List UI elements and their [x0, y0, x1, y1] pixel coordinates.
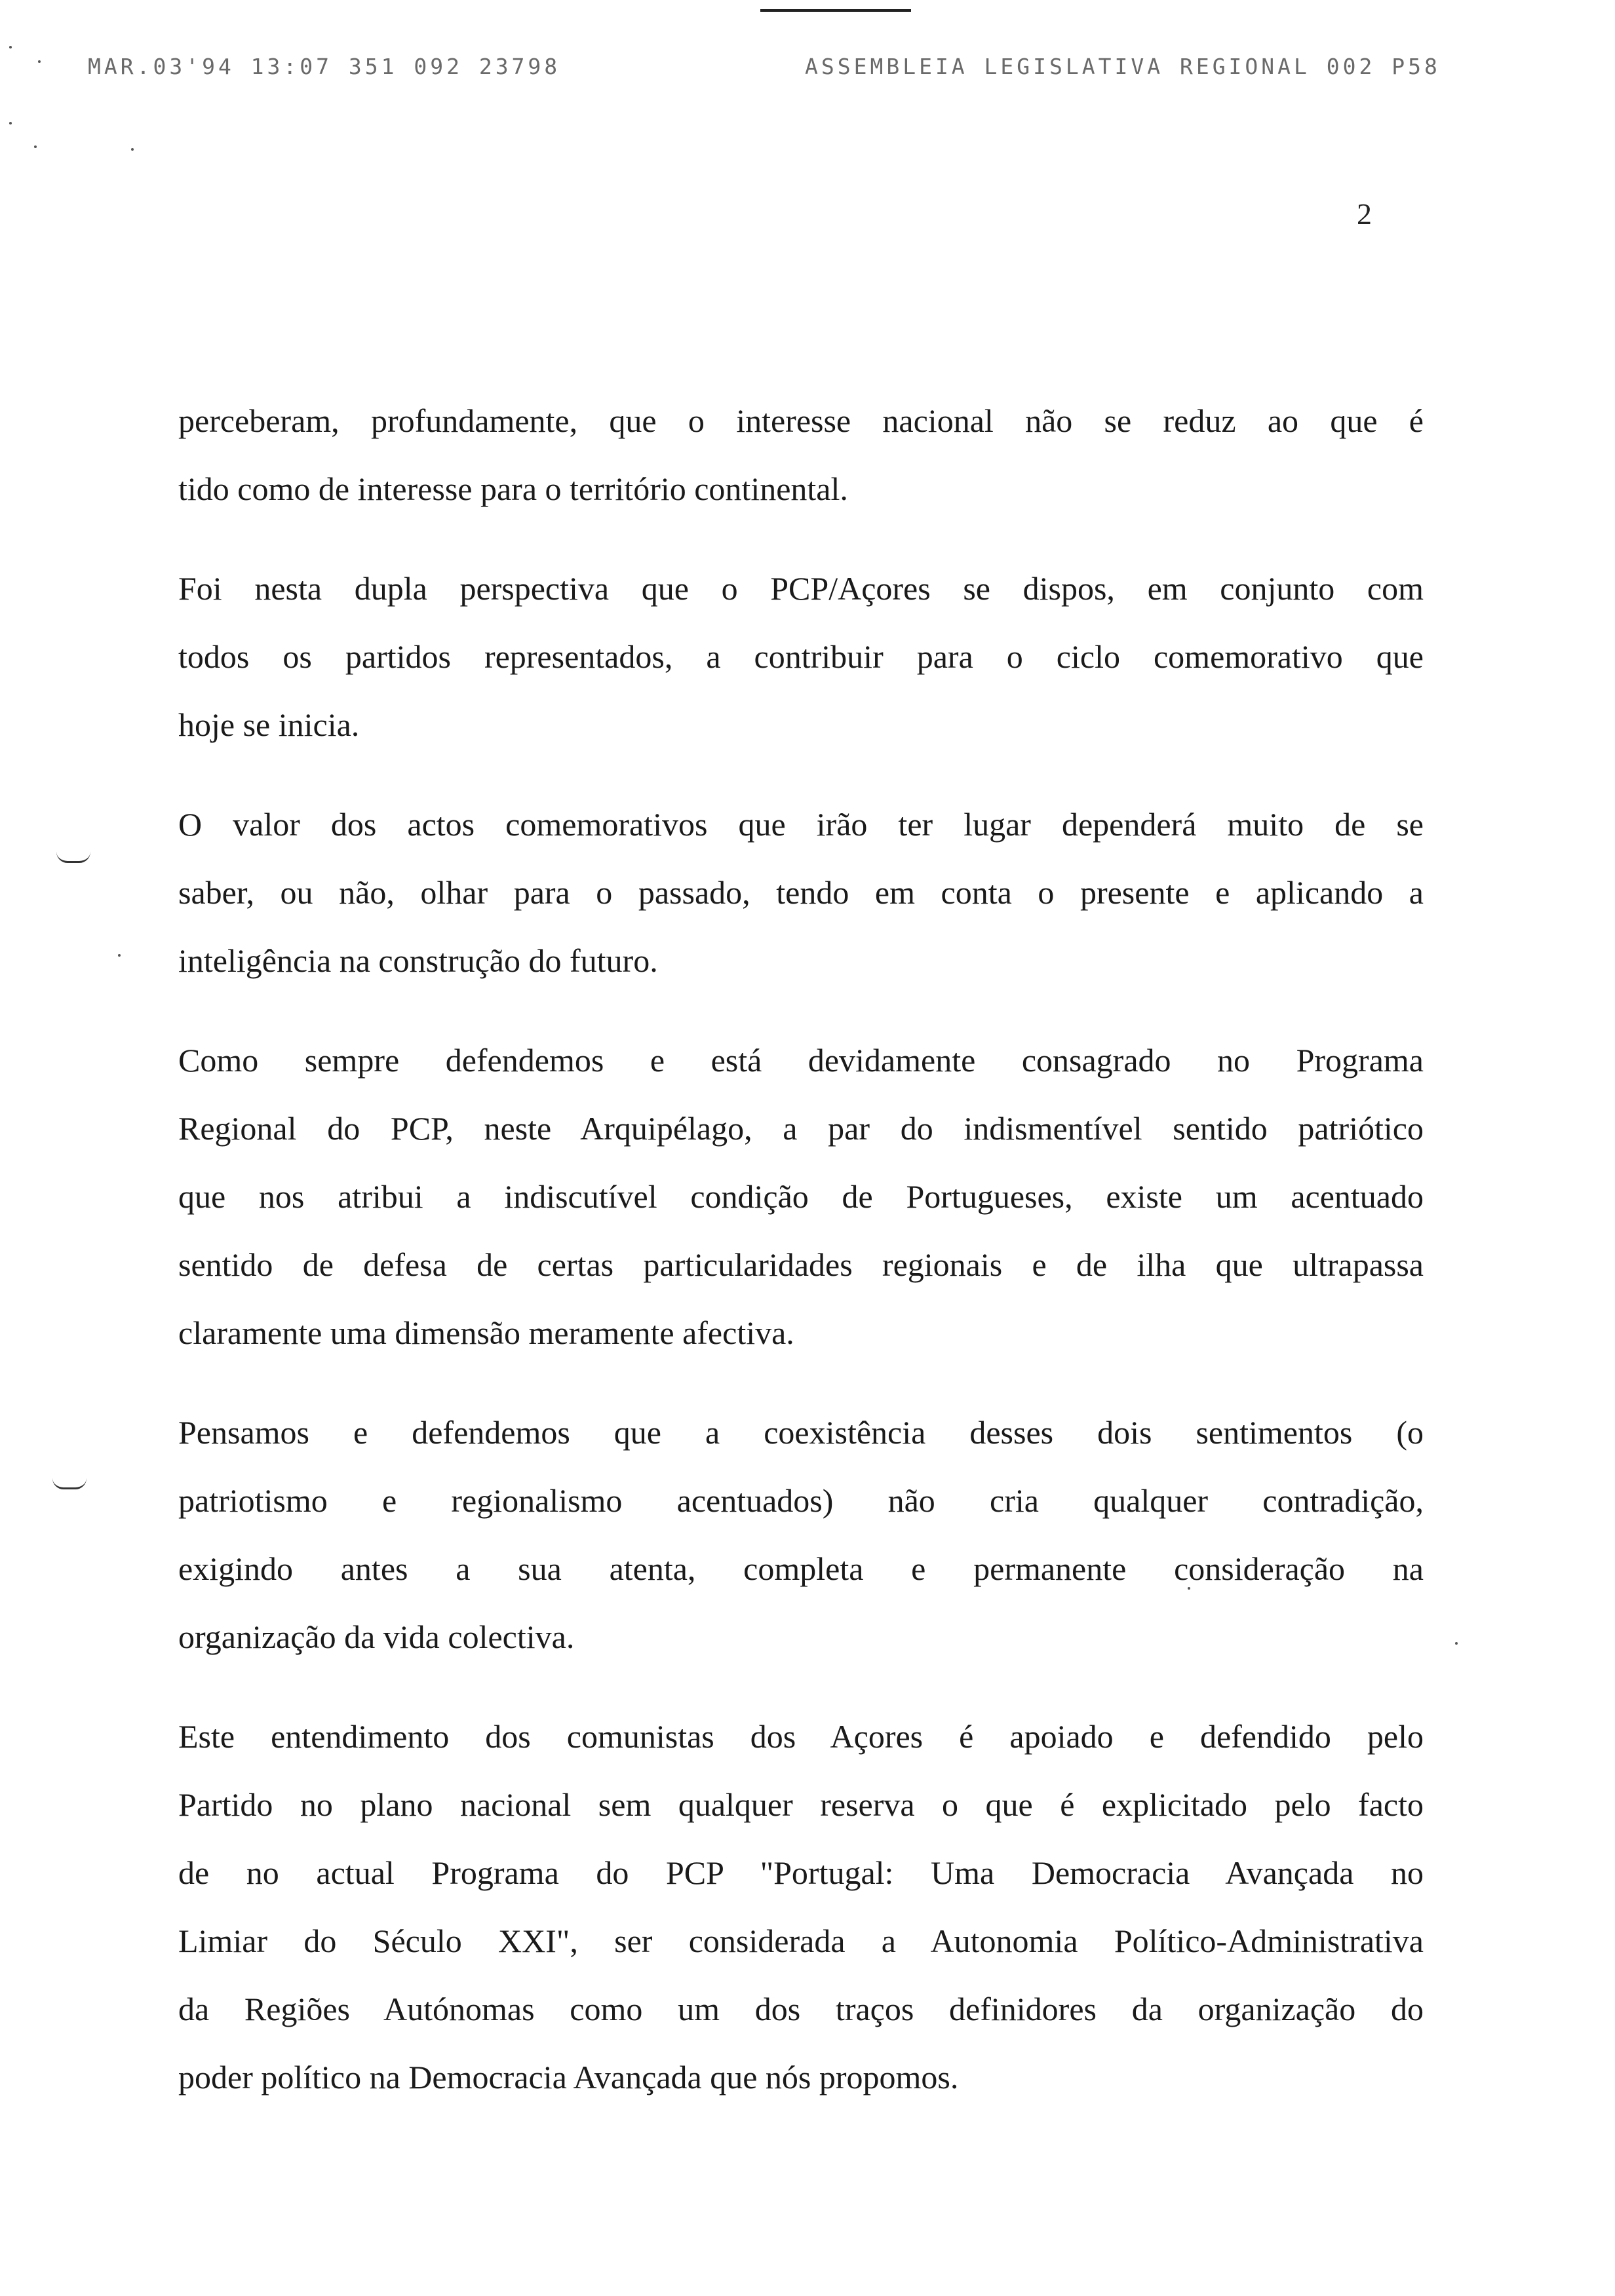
paragraph-2 — [178, 554, 1424, 759]
text-line: sentido de defesa de certas particularidades regionais e de ilha que ultrapassa — [178, 1246, 1424, 1283]
text-line: Foi nesta dupla perspectiva que o PCP/Açores se dispos, em conjunto com — [178, 570, 1424, 607]
text-line: tido como de interesse para o território continental. — [178, 470, 848, 507]
text-line: todos os partidos representados, a contribuir para o ciclo comemorativo que — [178, 638, 1424, 675]
text-line: poder político na Democracia Avançada que nós propomos. — [178, 2059, 959, 2095]
paragraph-4 — [178, 1026, 1424, 1367]
text-line: Limiar do Século XXI", ser considerada a Autonomia Político-Administrativa — [178, 1923, 1424, 1959]
page-number: 2 — [1357, 197, 1372, 231]
text-line: Partido no plano nacional sem qualquer reserva o que é explicitado pelo facto — [178, 1786, 1424, 1823]
text-line: hoje se inicia. — [178, 706, 360, 743]
text-line: saber, ou não, olhar para o passado, tendo em conta o presente e aplicando a — [178, 874, 1424, 911]
text-line: Pensamos e defendemos que a coexistência desses dois sentimentos (o — [178, 1414, 1424, 1451]
text-line: Como sempre defendemos e está devidamente consagrado no Programa — [178, 1042, 1424, 1079]
top-rule — [760, 9, 911, 12]
scan-speck — [1455, 1642, 1458, 1645]
body-text — [178, 387, 1424, 2143]
text-line: Regional do PCP, neste Arquipélago, a par do indismentível sentido patriótico — [178, 1110, 1424, 1147]
paragraph-6 — [178, 1702, 1424, 2111]
text-line: organização da vida colectiva. — [178, 1618, 575, 1655]
paragraph-1 — [178, 387, 1424, 523]
scan-speck — [38, 60, 41, 63]
text-line: de no actual Programa do PCP "Portugal: Uma Democracia Avançada no — [178, 1854, 1424, 1891]
margin-mark — [52, 1478, 87, 1489]
text-line: que nos atribui a indiscutível condição de Portugueses, existe um acentuado — [178, 1178, 1424, 1215]
text-line: Este entendimento dos comunistas dos Açores é apoiado e defendido pelo — [178, 1718, 1424, 1755]
scan-speck — [9, 46, 12, 48]
text-line: claramente uma dimensão meramente afectiva. — [178, 1314, 794, 1351]
scan-speck — [131, 148, 134, 151]
fax-header-left: MAR.03'94 13:07 351 092 23798 — [88, 54, 561, 79]
paragraph-5 — [178, 1398, 1424, 1671]
paragraph-3 — [178, 790, 1424, 995]
margin-mark — [56, 852, 90, 863]
scan-speck — [9, 122, 12, 124]
text-line: inteligência na construção do futuro. — [178, 942, 658, 979]
scan-speck — [34, 145, 37, 148]
fax-header-right: ASSEMBLEIA LEGISLATIVA REGIONAL 002 P58 — [805, 54, 1441, 79]
text-line: patriotismo e regionalismo acentuados) não cria qualquer contradição, — [178, 1482, 1424, 1519]
text-line: da Regiões Autónomas como um dos traços definidores da organização do — [178, 1991, 1424, 2027]
text-line: exigindo antes a sua atenta, completa e permanente consideração na — [178, 1550, 1424, 1587]
text-line: perceberam, profundamente, que o interesse nacional não se reduz ao que é — [178, 402, 1424, 439]
text-line: O valor dos actos comemorativos que irão ter lugar dependerá muito de se — [178, 806, 1424, 843]
scan-speck — [118, 954, 121, 957]
